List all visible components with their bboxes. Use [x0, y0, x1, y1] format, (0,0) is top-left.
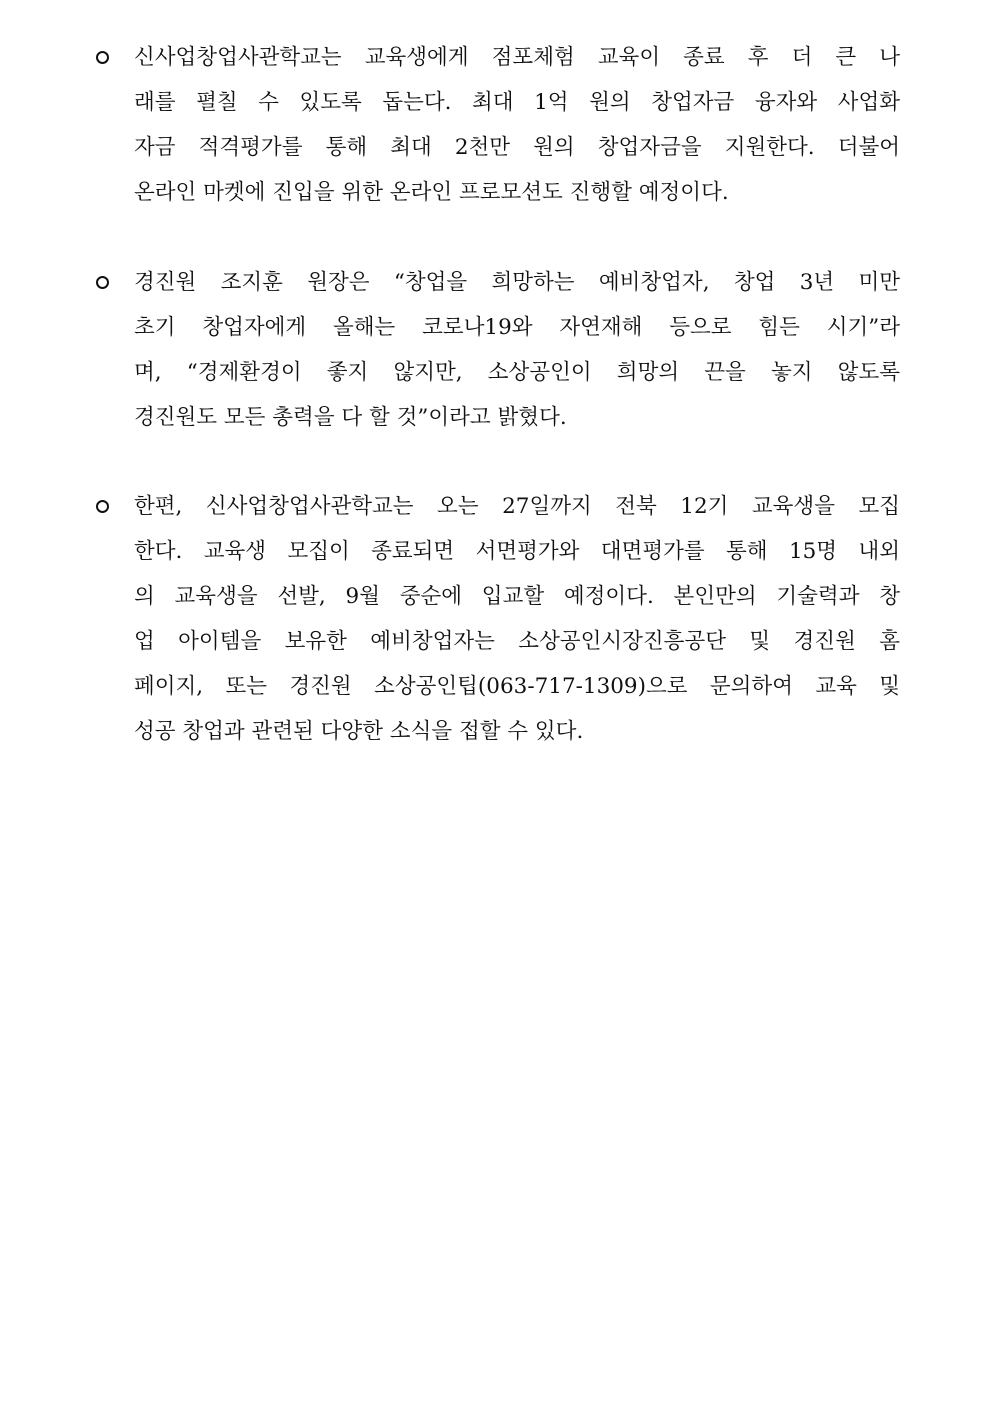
- text-line: 한편, 신사업창업사관학교는 오는 27일까지 전북 12기 교육생을 모집: [134, 494, 900, 519]
- paragraph-text: [134, 260, 900, 440]
- hollow-circle-icon: [96, 260, 118, 305]
- text-line: 업 아이템을 보유한 예비창업자는 소상공인시장진흥공단 및 경진원 홈: [134, 629, 900, 654]
- text-line: 며, “경제환경이 좋지 않지만, 소상공인이 희망의 끈을 놓지 않도록: [134, 360, 900, 385]
- paragraph-text: [134, 484, 900, 754]
- text-line: 페이지, 또는 경진원 소상공인팁(063-717-1309)으로 문의하여 교육 및: [134, 674, 900, 699]
- text-line: 성공 창업과 관련된 다양한 소식을 접할 수 있다.: [134, 719, 584, 744]
- hollow-circle-icon: [96, 484, 118, 529]
- hollow-circle-icon: [96, 35, 118, 80]
- text-line: 신사업창업사관학교는 교육생에게 점포체험 교육이 종료 후 더 큰 나: [134, 45, 900, 70]
- text-line: 경진원 조지훈 원장은 “창업을 희망하는 예비창업자, 창업 3년 미만: [134, 270, 900, 295]
- text-line: 의 교육생을 선발, 9월 중순에 입교할 예정이다. 본인만의 기술력과 창: [134, 584, 900, 609]
- text-line: 초기 창업자에게 올해는 코로나19와 자연재해 등으로 힘든 시기”라: [134, 315, 900, 340]
- paragraph-text: [134, 35, 900, 215]
- text-line: 자금 적격평가를 통해 최대 2천만 원의 창업자금을 지원한다. 더불어: [134, 135, 900, 160]
- text-line: 경진원도 모든 총력을 다 할 것”이라고 밝혔다.: [134, 405, 567, 430]
- text-line: 래를 펼칠 수 있도록 돕는다. 최대 1억 원의 창업자금 융자와 사업화: [134, 90, 900, 115]
- text-line: 한다. 교육생 모집이 종료되면 서면평가와 대면평가를 통해 15명 내외: [134, 539, 900, 564]
- text-line: 온라인 마켓에 진입을 위한 온라인 프로모션도 진행할 예정이다.: [134, 180, 729, 205]
